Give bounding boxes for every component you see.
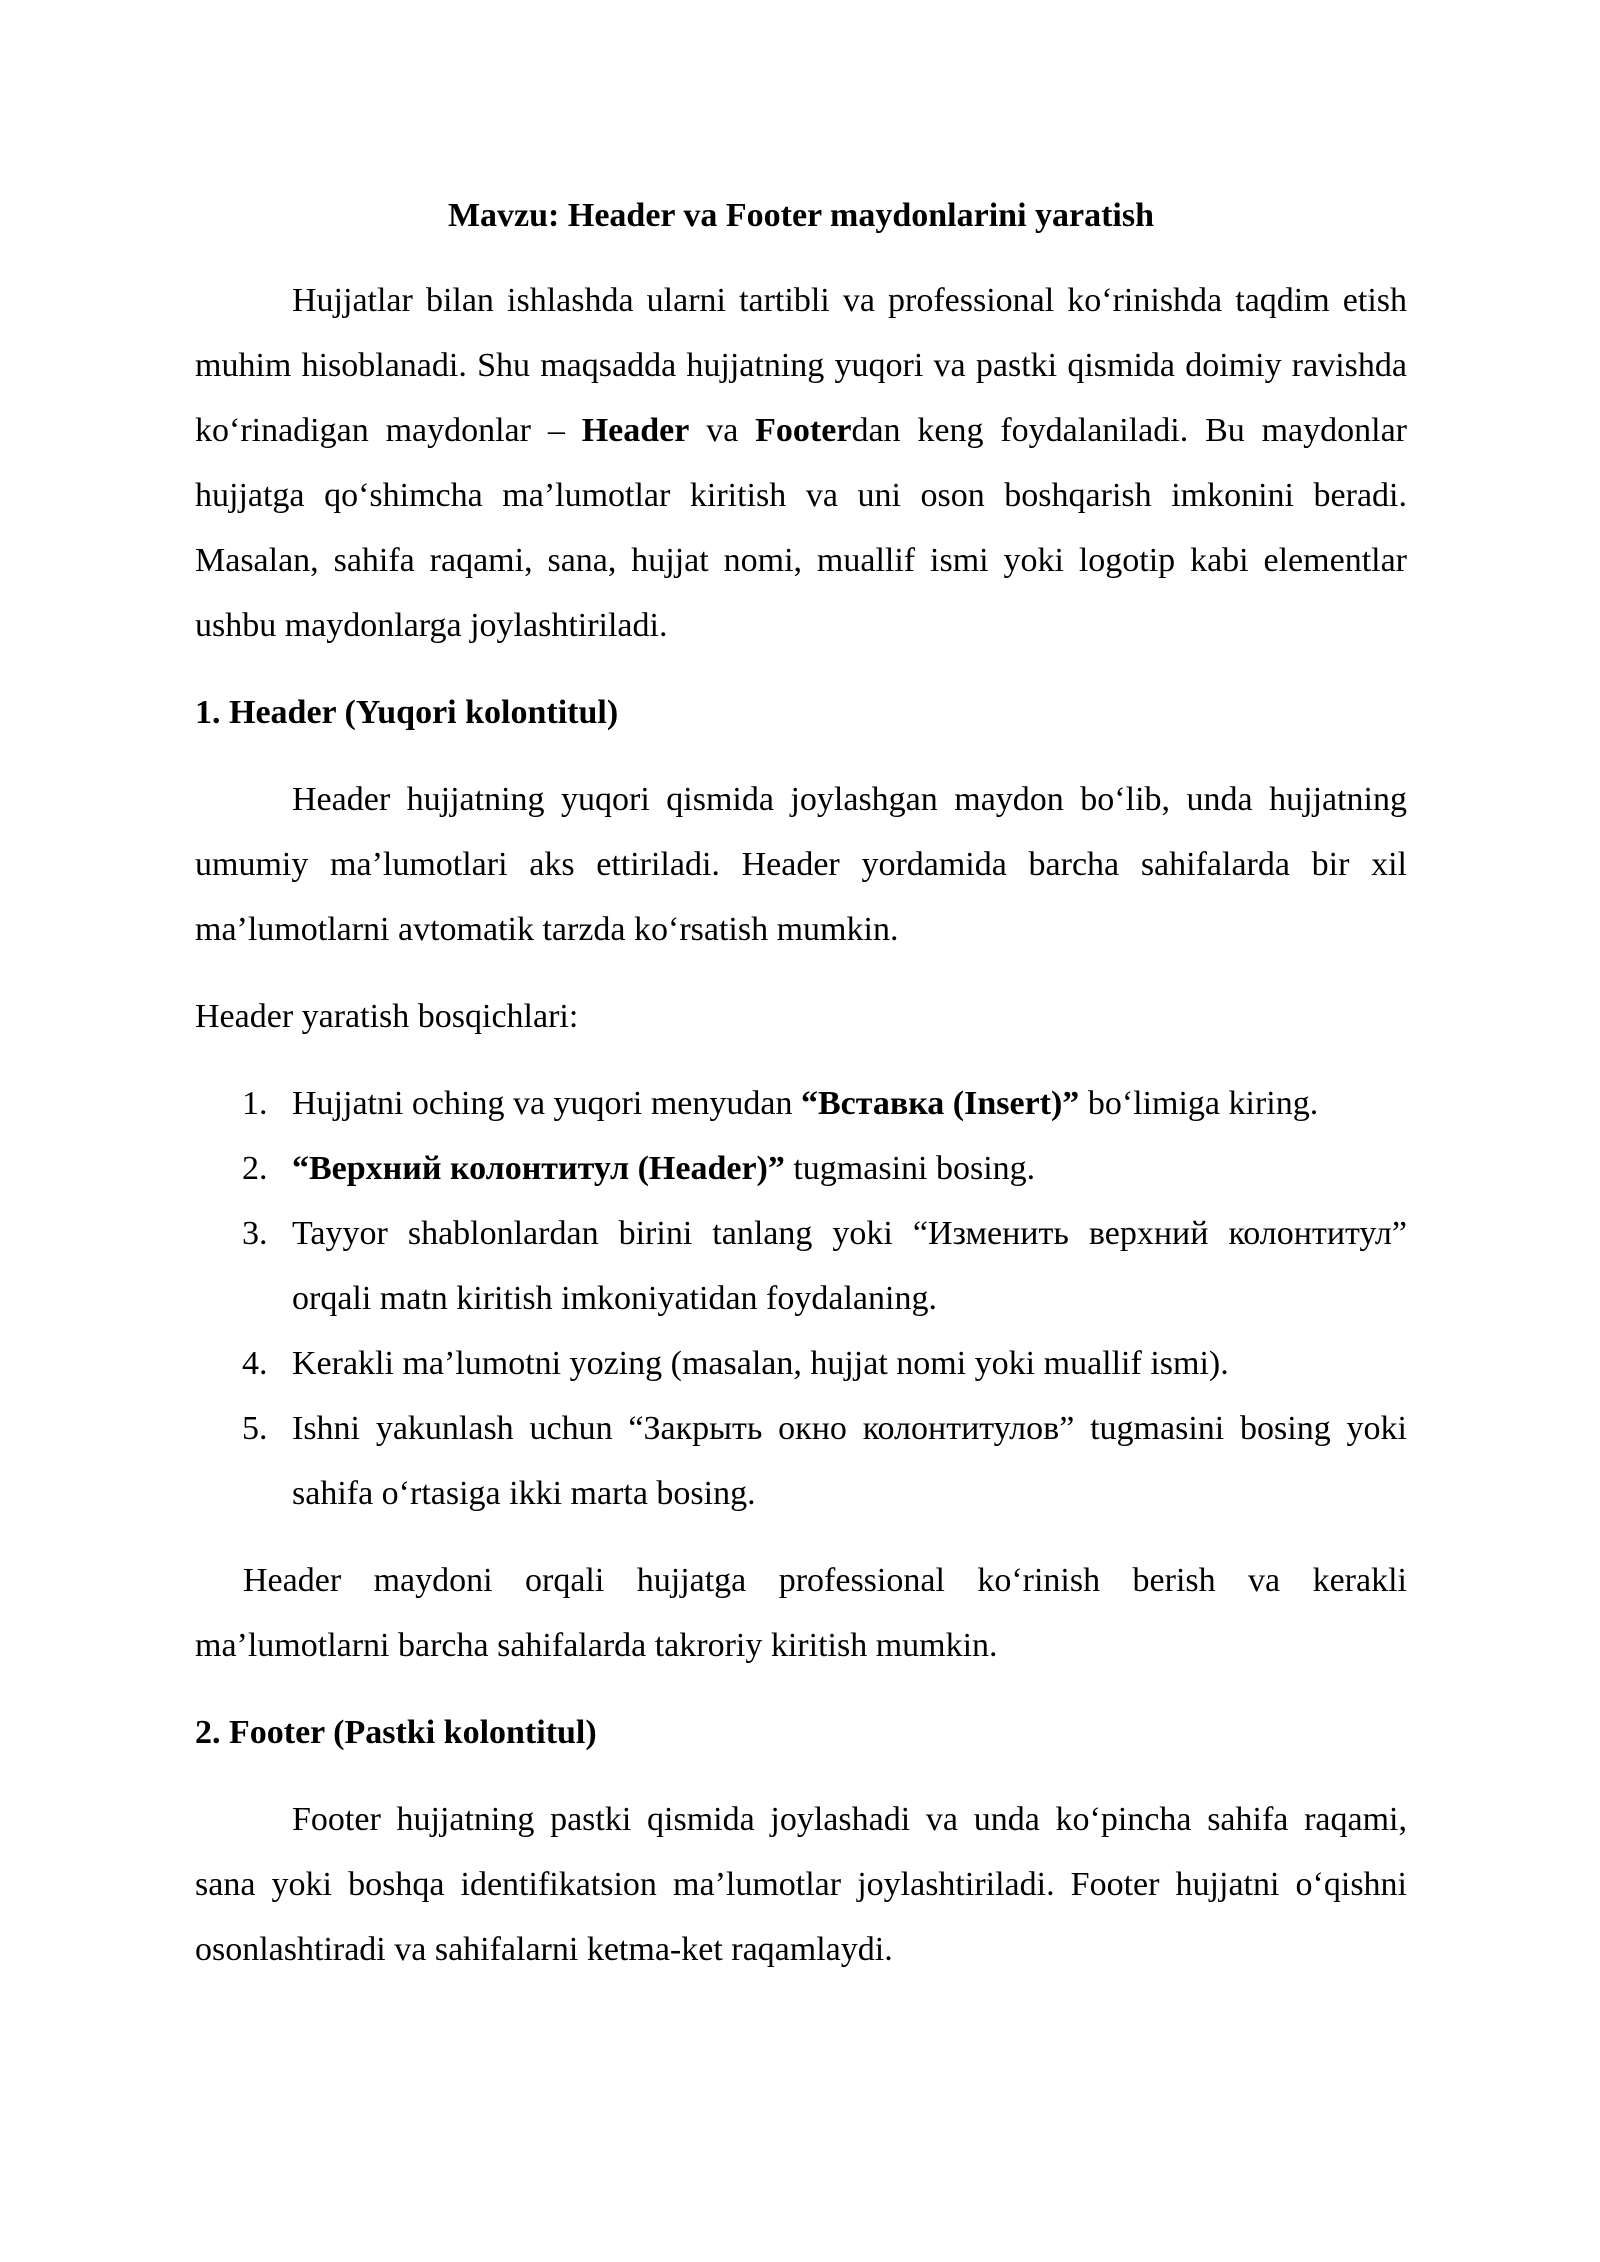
header-description: Header hujjatning yuqori qismida joylashgan maydon bo‘lib, unda hujjatning umumiy ma’lumotlari aks ettiriladi. Header yordamida barcha sahifalarda bir xil ma’lumotlarni avtomatik tarzda ko‘rsatish mumkin. xyxy=(195,781,1407,948)
header-conclusion: Header maydoni orqali hujjatga professional ko‘rinish berish va kerakli ma’lumotlarni barcha sahifalarda takroriy kiritish mumkin. xyxy=(195,1562,1407,1664)
list-item-text: tugmasini bosing. xyxy=(784,1150,1036,1187)
list-item xyxy=(195,1071,1407,1136)
list-item-text: Kerakli ma’lumotni yozing (masalan, hujjat nomi yoki muallif ismi). xyxy=(292,1345,1229,1382)
intro-text-1: Hujjatlar bilan ishlashda ularni tartibli va professional ko‘rinishda taqdim etish muhim hisoblanadi. Shu maqsadda hujjatning yuqori va pastki qismida doimiy ravishda ko‘rinadigan maydonlar – xyxy=(195,282,1407,449)
list-item-number: 1. xyxy=(242,1085,268,1122)
list-item-bold: “Вставка (Insert)” xyxy=(800,1085,1080,1122)
section-heading-header: 1. Header (Yuqori kolontitul) xyxy=(195,694,619,731)
list-item xyxy=(195,1201,1407,1331)
document-body xyxy=(195,183,1407,1982)
list-item xyxy=(195,1136,1407,1201)
intro-bold-footer: Footer xyxy=(755,412,852,449)
steps-label: Header yaratish bosqichlari: xyxy=(195,998,579,1035)
footer-description: Footer hujjatning pastki qismida joylashadi va unda ko‘pincha sahifa raqami, sana yoki boshqa identifikatsion ma’lumotlar joylashtiriladi. Footer hujjatni o‘qishni osonlashtiradi va sahifalarni ketma-ket raqamlaydi. xyxy=(195,1801,1407,1968)
intro-text-2: va xyxy=(689,412,756,449)
list-item-number: 3. xyxy=(242,1215,268,1252)
list-item-text: bo‘limiga kiring. xyxy=(1079,1085,1319,1122)
intro-text-3: dan keng foydalaniladi. Bu maydonlar hujjatga qo‘shimcha ma’lumotlar kiritish va uni oson boshqarish imkonini beradi. Masalan, sahifa raqami, sana, hujjat nomi, muallif ismi yoki logotip kabi elementlar ushbu maydonlarga joylashtiriladi. xyxy=(195,412,1408,644)
list-item-number: 2. xyxy=(242,1150,268,1187)
section-heading-footer: 2. Footer (Pastki kolontitul) xyxy=(195,1714,597,1751)
list-item-text: Tayyor shablonlardan birini tanlang yoki “Изменить верхний колонтитул” orqali matn kiritish imkoniyatidan foydalaning. xyxy=(292,1215,1407,1317)
list-item-number: 4. xyxy=(242,1345,268,1382)
list-item xyxy=(195,1331,1407,1396)
list-item xyxy=(195,1396,1407,1526)
list-item-number: 5. xyxy=(242,1410,268,1447)
list-item-text: Ishni yakunlash uchun “Закрыть окно колонтитулов” tugmasini bosing yoki sahifa o‘rtasiga ikki marta bosing. xyxy=(292,1410,1407,1512)
intro-paragraph xyxy=(195,268,1407,658)
steps-list xyxy=(195,1071,1407,1526)
intro-bold-header: Header xyxy=(581,412,690,449)
list-item-bold: “Верхний колонтитул (Header)” xyxy=(292,1150,785,1187)
page-title: Mavzu: Header va Footer maydonlarini yaratish xyxy=(447,197,1155,234)
list-item-text: Hujjatni oching va yuqori menyudan xyxy=(292,1085,801,1122)
